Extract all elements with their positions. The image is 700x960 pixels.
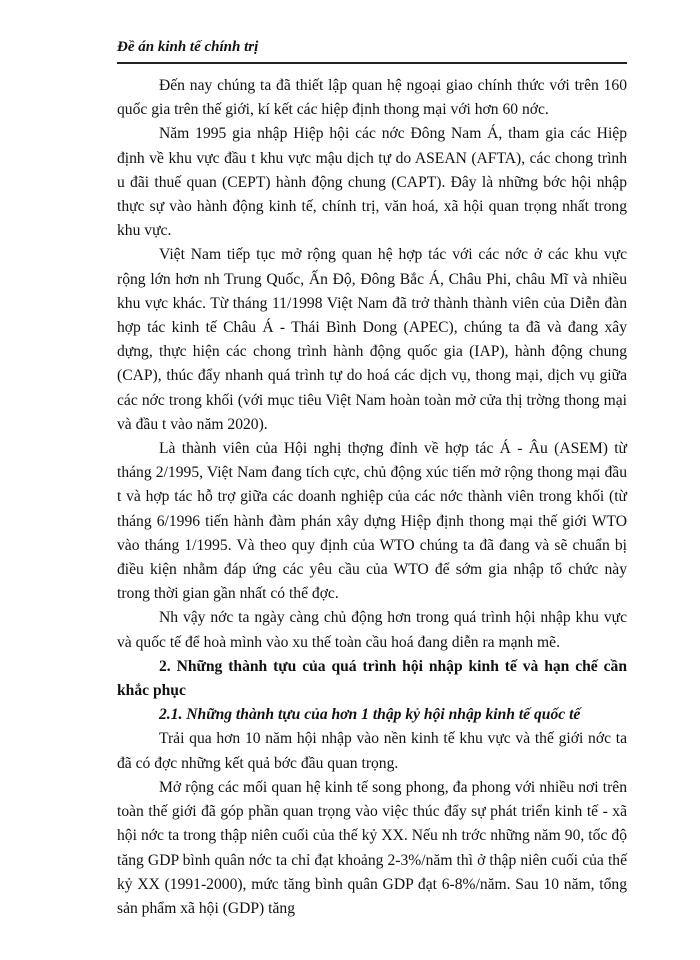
paragraph-initial-results: Trải qua hơn 10 năm hội nhập vào nền kinh tế khu vực và thế giới nớc ta đã có đợc những kết quả bớc đầu quan trọng. (117, 730, 627, 772)
paragraph-integration-summary: Nh vậy nớc ta ngày càng chủ động hơn trong quá trình hội nhập khu vực và quốc tế để hoà mình vào xu thế toàn cầu hoá đang diễn ra mạnh mẽ. (117, 609, 627, 651)
paragraph-asem-wto: Là thành viên của Hội nghị thợng đỉnh về hợp tác Á - Âu (ASEM) từ tháng 2/1995, Việt Nam đang tích cực, chủ động xúc tiến mở rộng thong mại đầu t và hợp tác hỗ trợ giữa các doanh nghiệp của các nớc thành viên trong khối (từ tháng 6/1996 tiến hành đàm phán xây dựng Hiệp định thong mại thế giới WTO vào tháng 1/1995. Và theo quy định của WTO chúng ta đã đang và sẽ chuẩn bị điều kiện nhằm đáp ứng các yêu cầu của WTO để sớm gia nhập tổ chức này trong thời gian gần nhất có thể đợc. (117, 440, 627, 603)
paragraph-apec: Việt Nam tiếp tục mở rộng quan hệ hợp tác với các nớc ở các khu vực rộng lớn hơn nh Trung Quốc, Ấn Độ, Đông Bắc Á, Châu Phi, châu Mĩ và nhiều khu vực khác. Từ tháng 11/1998 Việt Nam đã trở thành thành viên của Diễn đàn hợp tác kinh tế Châu Á - Thái Bình Dong (APEC), chúng ta đã và đang xây dựng, thực hiện các chong trình hành động quốc gia (IAP), hành động chung (CAP), thúc đẩy nhanh quá trình tự do hoá các dịch vụ, thong mại, dịch vụ giữa các nớc trong khối (với mục tiêu Việt Nam hoàn toàn mở cửa thị trờng thong mại và đầu t vào năm 2020). (117, 246, 627, 433)
paragraph-diplomatic-relations: Đến nay chúng ta đã thiết lập quan hệ ngoại giao chính thức với trên 160 quốc gia trên thế giới, kí kết các hiệp định thong mại với hơn 60 nớc. (117, 77, 627, 119)
paragraph-asean: Năm 1995 gia nhập Hiệp hội các nớc Đông Nam Á, tham gia các Hiệp định về khu vực đầu t khu vực mậu dịch tự do ASEAN (AFTA), các chong trình u đãi thuế quan (CEPT) hành động chung (CAPT). Đây là những bớc hội nhập thực sự vào hành động kinh tế, chính trị, văn hoá, xã hội quan trọng nhất trong khu vực. (117, 125, 627, 240)
document-body (117, 74, 627, 921)
subsection-heading: 2.1. Những thành tựu của hơn 1 thập kỷ hội nhập kinh tế quốc tế (159, 706, 581, 724)
section-heading: 2. Những thành tựu của quá trình hội nhập kinh tế và hạn chế cần khắc phục (117, 657, 627, 700)
paragraph-economic-growth: Mở rộng các mối quan hệ kinh tế song phong, đa phong với nhiều nơi trên toàn thế giới đã góp phần quan trọng vào việc thúc đẩy sự phát triển kinh tế - xã hội nớc ta trong thập niên cuối của thế kỷ XX. Nếu nh trớc những năm 90, tốc độ tăng GDP bình quân nớc ta chỉ đạt khoảng 2-3%/năm thì ở thập niên cuối của thế kỷ XX (1991-2000), mức tăng bình quân GDP đạt 6-8%/năm. Sau 10 năm, tổng sản phẩm xã hội (GDP) tăng (117, 778, 627, 917)
page-header (117, 38, 627, 64)
header-title: Đề án kinh tế chính trị (117, 39, 259, 55)
